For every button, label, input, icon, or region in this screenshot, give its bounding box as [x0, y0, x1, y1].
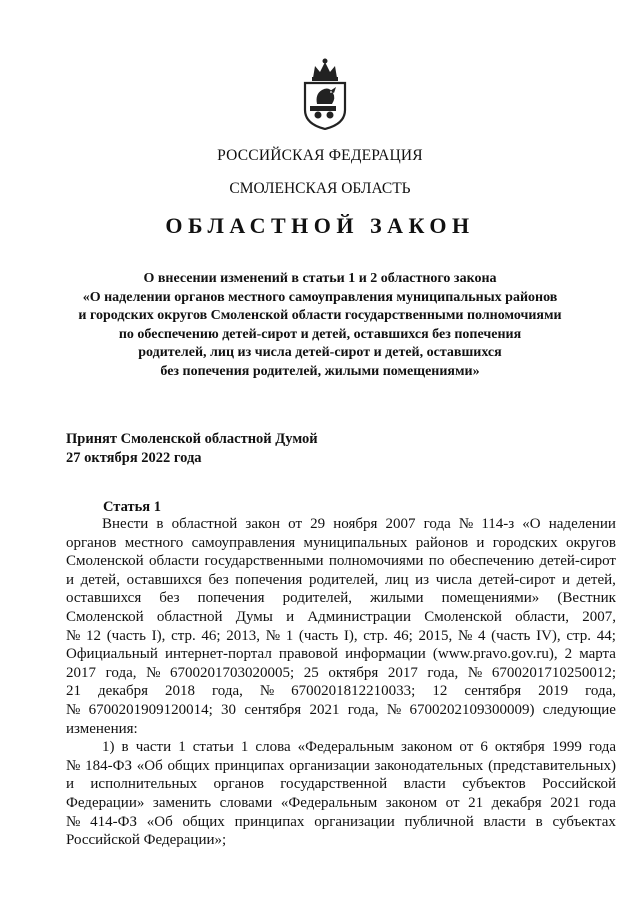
- article-word: муниципальных: [303, 534, 408, 551]
- article-word: власти: [483, 813, 526, 830]
- article-word: «О: [522, 516, 541, 532]
- article-word: Федерации»: [66, 794, 145, 811]
- article-word: и: [476, 534, 485, 551]
- article-word: №: [66, 701, 81, 718]
- article-word: городских: [492, 534, 558, 551]
- article-word: от: [459, 739, 474, 756]
- article-word: сентября: [464, 683, 522, 700]
- article-word: попечения: [235, 571, 303, 588]
- article-word: родителей,: [308, 571, 379, 588]
- article-line: [66, 608, 616, 627]
- article-word: органов: [66, 534, 117, 551]
- article-word: I),: [343, 627, 358, 644]
- article-word: в: [535, 813, 543, 830]
- article-word: №: [265, 627, 281, 644]
- article-word: «Об: [146, 813, 173, 830]
- article-word: местного: [124, 534, 184, 551]
- article-word: субъектах: [552, 813, 616, 830]
- article-line: [66, 720, 616, 739]
- article-word: года,: [212, 683, 243, 700]
- article-word: года,: [347, 701, 379, 718]
- article-word: 6: [480, 739, 488, 756]
- article-word: субъектов: [462, 776, 526, 793]
- article-word: попечения: [197, 590, 265, 607]
- article-word: 414-ФЗ: [90, 813, 137, 830]
- article-word: по: [428, 553, 445, 570]
- article-word: и: [66, 571, 75, 588]
- article-word: публичной: [404, 813, 474, 830]
- article-word: 1: [285, 627, 294, 644]
- adoption-date: 27 октября 2022 года: [66, 450, 202, 466]
- article-word: жилыми: [370, 590, 424, 607]
- article-word: 6700201703020005;: [169, 664, 295, 681]
- title-line: и городских округов Смоленской области государственными полномочиями: [78, 308, 562, 324]
- article-word: государственной: [280, 776, 388, 793]
- article-word: 46;: [393, 627, 413, 644]
- article-line: [66, 552, 616, 571]
- article-word: года: [588, 794, 616, 811]
- article-word: года: [588, 739, 616, 756]
- article-line: [66, 682, 616, 701]
- title-line: О внесении изменений в статьи 1 и 2 областного закона: [143, 271, 497, 286]
- article-line: [66, 775, 616, 794]
- article-line: [66, 664, 616, 683]
- article-word: 114-з: [481, 516, 515, 532]
- article-word: полномочиями: [328, 553, 424, 570]
- article-word: «Федеральным: [280, 794, 378, 811]
- article-word: 30: [221, 701, 237, 718]
- article-word: Смоленской: [66, 553, 144, 570]
- article-line: [66, 627, 616, 646]
- article-word: общих: [167, 757, 210, 774]
- article-word: стр.: [363, 627, 388, 644]
- article-word: стр.: [171, 627, 196, 644]
- article-word: «Федеральным: [297, 739, 394, 756]
- title-line: без попечения родителей, жилыми помещениями»: [160, 363, 480, 379]
- article-word: (Вестник: [557, 590, 616, 607]
- article-word: Внести: [102, 516, 149, 532]
- article-word: 2021: [309, 701, 340, 718]
- article-word: принципах: [214, 757, 285, 774]
- article-word: областной: [156, 608, 223, 625]
- article-word: 2017: [387, 664, 418, 681]
- title-line: родителей, лиц из числа детей-сирот и детей, оставшихся: [138, 345, 502, 361]
- article-word: I),: [151, 627, 166, 644]
- article-word: и: [561, 571, 570, 588]
- article-word: 29: [310, 516, 326, 532]
- article-line: [66, 738, 616, 757]
- article-word: обеспечению: [449, 553, 535, 570]
- article-word: родителей,: [282, 590, 353, 607]
- article-word: 1): [102, 739, 115, 756]
- article-word: принципах: [234, 813, 305, 830]
- article-word: Смоленской: [66, 608, 144, 625]
- article-word: 2015,: [418, 627, 453, 644]
- article-word: следующие: [542, 701, 616, 718]
- article-word: №: [458, 516, 474, 532]
- article-word: 1: [240, 739, 249, 756]
- article-word: «Об: [136, 757, 163, 774]
- article-word: 6700201909120014;: [88, 701, 213, 718]
- article-word: организации: [289, 757, 370, 774]
- article-word: 1999: [551, 739, 582, 756]
- article-word: интернет-портал: [164, 646, 272, 663]
- article-word: 46;: [201, 627, 221, 644]
- article-word: Думы: [235, 608, 273, 625]
- article-word: области: [149, 553, 200, 570]
- article-word: года,: [427, 664, 459, 681]
- article-word: информации: [345, 646, 426, 663]
- article-word: законодательных: [374, 757, 484, 774]
- article-word: 12: [432, 683, 448, 700]
- article-word: (часть: [298, 627, 339, 644]
- article-word: №: [66, 757, 81, 774]
- article-word: (часть: [106, 627, 146, 644]
- article-word: 44;: [596, 627, 616, 644]
- article-word: из: [415, 571, 430, 588]
- article-word: в: [156, 516, 164, 532]
- article-word: помещениями»: [441, 590, 540, 607]
- article-word: ноября: [333, 516, 378, 532]
- article-word: округов: [566, 534, 616, 551]
- article-word: органов: [213, 776, 264, 793]
- title-line: «О наделении органов местного самоуправления муниципальных районов: [82, 289, 558, 305]
- article-word: районов: [415, 534, 469, 551]
- article-word: детей,: [80, 571, 120, 588]
- article-word: детей-сирот: [539, 553, 616, 570]
- article-word: наделении: [548, 516, 616, 532]
- article-word: от: [445, 794, 460, 811]
- article-word: 25: [303, 664, 319, 681]
- article-word: 2019: [538, 683, 569, 700]
- article-word: без: [159, 590, 180, 607]
- article-word: исполнительных: [90, 776, 198, 793]
- article-word: Смоленской: [424, 608, 502, 625]
- article-word: 2007: [385, 516, 416, 532]
- article-word: 2013,: [226, 627, 261, 644]
- article-word: года,: [585, 683, 616, 700]
- title-line: по обеспечению детей-сирот и детей, оставшихся без попечения: [118, 326, 522, 342]
- article-word: самоуправления: [191, 534, 296, 551]
- article-line: [66, 571, 616, 590]
- article-word: марта: [579, 646, 616, 663]
- article-word: 12: [86, 627, 101, 644]
- article-word: стр.: [566, 627, 591, 644]
- article-line: [66, 589, 616, 608]
- article-word: 2007,: [582, 608, 616, 625]
- article-word: 184-ФЗ: [85, 757, 132, 774]
- article-word: власти: [403, 776, 446, 793]
- article-line-text: Российской Федерации»;: [66, 832, 227, 849]
- article-word: года,: [105, 664, 137, 681]
- article-word: 1: [178, 739, 186, 756]
- article-line: [66, 757, 616, 776]
- adoption-info: [66, 430, 318, 468]
- smolensk-coat-of-arms-icon: [300, 58, 350, 130]
- article-word: и: [66, 776, 75, 793]
- article-word: слова: [255, 739, 291, 756]
- article-word: части: [135, 739, 172, 756]
- article-word: числа: [435, 571, 473, 588]
- country-name: РОССИЙСКАЯ ФЕДЕРАЦИЯ: [217, 147, 423, 164]
- article-word: статьи: [192, 739, 234, 756]
- article-line-text: изменения:: [66, 720, 138, 737]
- article-word: области,: [515, 608, 569, 625]
- article-word: октября: [328, 664, 379, 681]
- article-word: и: [286, 608, 295, 625]
- article-word: №: [386, 701, 402, 718]
- article-line: [66, 831, 616, 850]
- article-word: оставшихся: [66, 590, 142, 607]
- article-word: словами: [219, 794, 273, 811]
- article-word: (www.pravo.gov.ru),: [432, 646, 558, 663]
- article-word: детей-сирот: [478, 571, 556, 588]
- article-word: №: [66, 627, 81, 644]
- article-word: №: [467, 664, 483, 681]
- article-word: в: [121, 739, 129, 756]
- article-word: 2018: [165, 683, 196, 700]
- article-word: областной: [171, 516, 238, 532]
- article-word: 2: [564, 646, 573, 663]
- article-line: [66, 701, 616, 720]
- document-type: ОБЛАСТНОЙ ЗАКОН: [165, 213, 475, 238]
- article-word: организации: [314, 813, 395, 830]
- article-word: (часть: [491, 627, 531, 644]
- article-word: 4: [477, 627, 486, 644]
- article-word: от: [288, 516, 303, 532]
- article-word: года: [423, 516, 451, 532]
- article-word: закон: [245, 516, 281, 532]
- article-word: Российской: [542, 776, 616, 793]
- article-word: октября: [494, 739, 545, 756]
- article-word: №: [66, 813, 81, 830]
- article-word: 6700202109300009): [409, 701, 535, 718]
- article-word: оставшихся: [126, 571, 202, 588]
- article-line: [66, 534, 616, 553]
- article-word: государственными: [204, 553, 324, 570]
- article-word: законом: [401, 739, 453, 756]
- article-word: 21: [66, 683, 81, 700]
- article-line: [66, 813, 616, 832]
- article-line: [66, 645, 616, 664]
- article-word: законом: [385, 794, 438, 811]
- article-word: декабря: [97, 683, 149, 700]
- article-word: декабря: [491, 794, 542, 811]
- article-word: 6700201812210033;: [291, 683, 416, 700]
- article-word: 6700201710250012;: [491, 664, 616, 681]
- article-heading: Статья 1: [103, 499, 161, 515]
- article-line: [66, 515, 616, 534]
- article-word: без: [208, 571, 229, 588]
- article-word: лиц: [384, 571, 409, 588]
- article-word: (представительных): [488, 757, 616, 774]
- article-word: №: [457, 627, 473, 644]
- article-line: [66, 794, 616, 813]
- article-word: Официальный: [66, 646, 158, 663]
- article-word: сентября: [244, 701, 302, 718]
- article-word: №: [259, 683, 275, 700]
- article-word: IV),: [536, 627, 561, 644]
- law-title: [0, 270, 640, 382]
- article-body: [66, 515, 616, 850]
- article-word: Администрации: [307, 608, 411, 625]
- article-word: 2021: [550, 794, 581, 811]
- article-word: заменить: [152, 794, 212, 811]
- adoption-body: Принят Смоленской областной Думой: [66, 431, 318, 447]
- article-word: 2017: [66, 664, 96, 681]
- region-name: СМОЛЕНСКАЯ ОБЛАСТЬ: [229, 180, 411, 197]
- article-word: детей,: [576, 571, 616, 588]
- article-word: правовой: [278, 646, 339, 663]
- article-word: 21: [468, 794, 484, 811]
- article-word: общих: [182, 813, 225, 830]
- article-word: №: [146, 664, 161, 681]
